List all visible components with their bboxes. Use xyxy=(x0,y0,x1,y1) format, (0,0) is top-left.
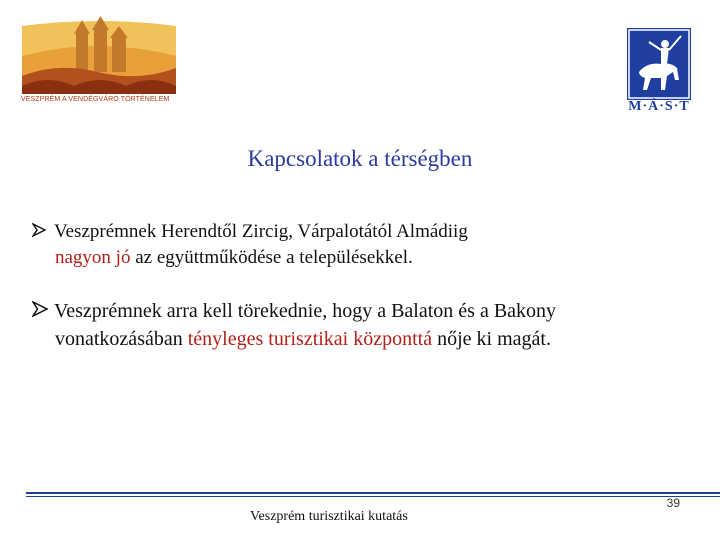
slide-title: Kapcsolatok a térségben xyxy=(247,146,473,171)
mast-horseman-icon xyxy=(627,28,691,100)
veszprem-logo xyxy=(18,16,180,114)
bullet-item-1 xyxy=(32,219,692,271)
mast-logo-text: M·Á·S·T xyxy=(628,99,690,114)
bullet-1-line-2: az együttműködése a településekkel. xyxy=(130,247,413,268)
footer-divider-thin xyxy=(26,496,720,497)
veszprem-castle-icon xyxy=(18,16,180,96)
bullet-1-line-1: Veszprémnek Herendtől Zircig, Várpalotától Almádiig xyxy=(54,221,468,242)
bullet-item-2 xyxy=(32,297,692,353)
bullet-2-line-1: Veszprémnek arra kell törekednie, hogy a Balaton és a Bakony xyxy=(54,300,557,322)
bullet-1-highlight: nagyon jó xyxy=(55,247,131,268)
bullet-2-highlight: tényleges turisztikai központtá xyxy=(187,328,433,350)
arrow-bullet-icon xyxy=(32,219,54,245)
footer-text: Veszprém turisztikai kutatás xyxy=(250,509,408,524)
page-number: 39 xyxy=(666,496,680,510)
footer-divider xyxy=(26,492,720,494)
bullet-2-line-2-start: vonatkozásában xyxy=(55,328,188,350)
arrow-bullet-icon xyxy=(32,297,54,325)
logo-caption: VESZPRÉM A VENDÉGVÁRÓ TÖRTÉNELEM xyxy=(21,96,170,103)
bullet-2-line-2-end: nője ki magát. xyxy=(432,328,551,350)
mast-logo xyxy=(627,28,691,118)
